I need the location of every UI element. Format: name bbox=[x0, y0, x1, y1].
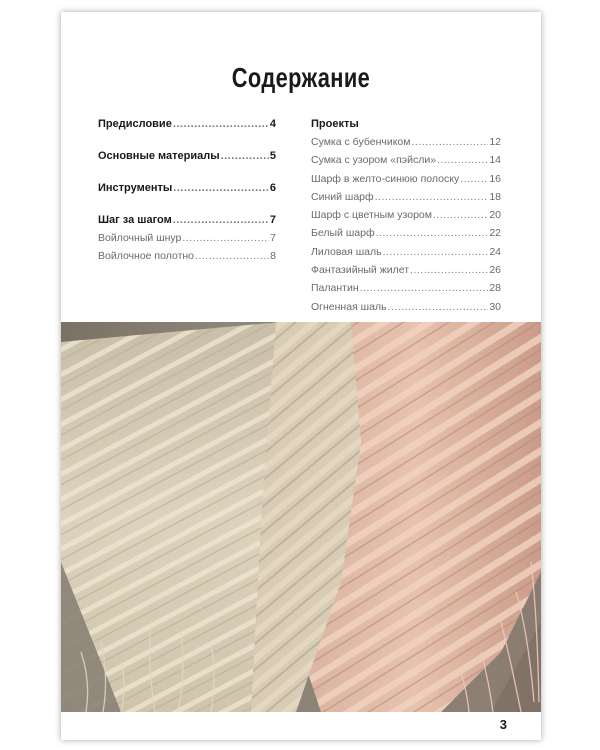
toc-entry[interactable] bbox=[311, 170, 501, 188]
leader-dots bbox=[195, 247, 269, 265]
toc-entry-label: Инструменты bbox=[98, 182, 173, 194]
toc-entry-label: Лиловая шаль bbox=[311, 245, 382, 258]
toc-entry[interactable] bbox=[311, 243, 501, 261]
toc-entry-page: 6 bbox=[269, 182, 276, 194]
toc-entry[interactable] bbox=[98, 247, 276, 265]
toc-entry[interactable] bbox=[311, 279, 501, 297]
toc-entry-label: Войлочное полотно bbox=[98, 250, 195, 263]
leader-dots bbox=[360, 279, 489, 297]
toc-entry-label: Огненная шаль bbox=[311, 300, 387, 313]
toc-entry-page: 28 bbox=[489, 282, 501, 295]
toc-entry-page: 14 bbox=[489, 154, 501, 167]
toc-entry-page: 7 bbox=[269, 214, 276, 226]
toc-entry[interactable] bbox=[311, 151, 501, 169]
toc-entry-page: 4 bbox=[269, 118, 276, 130]
toc-entry-page: 16 bbox=[489, 172, 501, 185]
toc-entry-page: 26 bbox=[489, 264, 501, 277]
toc-entry-label: Войлочный шнур bbox=[98, 232, 182, 244]
leader-dots bbox=[173, 115, 269, 133]
toc-entry-page: 20 bbox=[489, 209, 501, 222]
toc-section-heading: Проекты bbox=[311, 118, 359, 130]
toc-entry-label: Фантазийный жилет bbox=[311, 264, 410, 277]
toc-entry-page: 24 bbox=[489, 245, 501, 258]
toc-entry-label: Сумка с бубенчиком bbox=[311, 136, 411, 148]
toc-entry[interactable] bbox=[311, 298, 501, 316]
scarves-photo bbox=[61, 322, 541, 712]
toc-entry[interactable] bbox=[311, 261, 501, 279]
toc-entry[interactable] bbox=[98, 147, 276, 165]
toc-entry-label: Сумка с узором «пэйсли» bbox=[311, 154, 437, 167]
leader-dots bbox=[375, 188, 489, 206]
toc-entry-page: 30 bbox=[489, 300, 501, 313]
leader-dots bbox=[221, 147, 269, 165]
toc-entry-label: Шарф в желто-синюю полоску bbox=[311, 172, 460, 185]
page-number: 3 bbox=[499, 717, 507, 732]
toc-entry-label: Палантин bbox=[311, 282, 359, 295]
leader-dots bbox=[376, 224, 489, 242]
toc-entry-label: Шаг за шагом bbox=[98, 214, 172, 226]
leader-dots bbox=[173, 179, 269, 197]
toc-entry-label: Синий шарф bbox=[311, 190, 374, 203]
toc-entry[interactable] bbox=[98, 179, 276, 197]
toc-entry[interactable] bbox=[311, 133, 501, 151]
toc-right-column bbox=[311, 115, 501, 316]
leader-dots bbox=[410, 261, 488, 279]
toc-entry[interactable] bbox=[98, 229, 276, 247]
page-title: Содержание bbox=[231, 62, 371, 93]
toc-entry-label: Белый шарф bbox=[311, 227, 375, 240]
toc-entry-label: Шарф с цветным узором bbox=[311, 209, 432, 222]
toc-entry-label: Основные материалы bbox=[98, 150, 220, 162]
toc-entry[interactable] bbox=[311, 188, 501, 206]
toc-entry[interactable] bbox=[311, 224, 501, 242]
leader-dots bbox=[437, 151, 488, 169]
leader-dots bbox=[388, 298, 489, 316]
toc-entry-page: 7 bbox=[270, 232, 276, 244]
toc-entry-page: 22 bbox=[489, 227, 501, 240]
toc-entry-page: 12 bbox=[489, 136, 501, 148]
leader-dots bbox=[383, 243, 489, 261]
leader-dots bbox=[173, 211, 269, 229]
toc-entry-label: Предисловие bbox=[98, 118, 172, 130]
toc-left-column bbox=[98, 115, 276, 266]
leader-dots bbox=[182, 229, 269, 247]
toc-entry[interactable] bbox=[98, 211, 276, 229]
book-page bbox=[61, 12, 541, 740]
leader-dots bbox=[411, 133, 488, 151]
toc-entry-page: 18 bbox=[489, 190, 501, 203]
leader-dots bbox=[460, 170, 488, 188]
leader-dots bbox=[433, 206, 488, 224]
toc-entry[interactable] bbox=[311, 206, 501, 224]
toc-entry-page: 5 bbox=[269, 150, 276, 162]
toc-entry[interactable] bbox=[98, 115, 276, 133]
toc-entry-page: 8 bbox=[270, 250, 276, 263]
